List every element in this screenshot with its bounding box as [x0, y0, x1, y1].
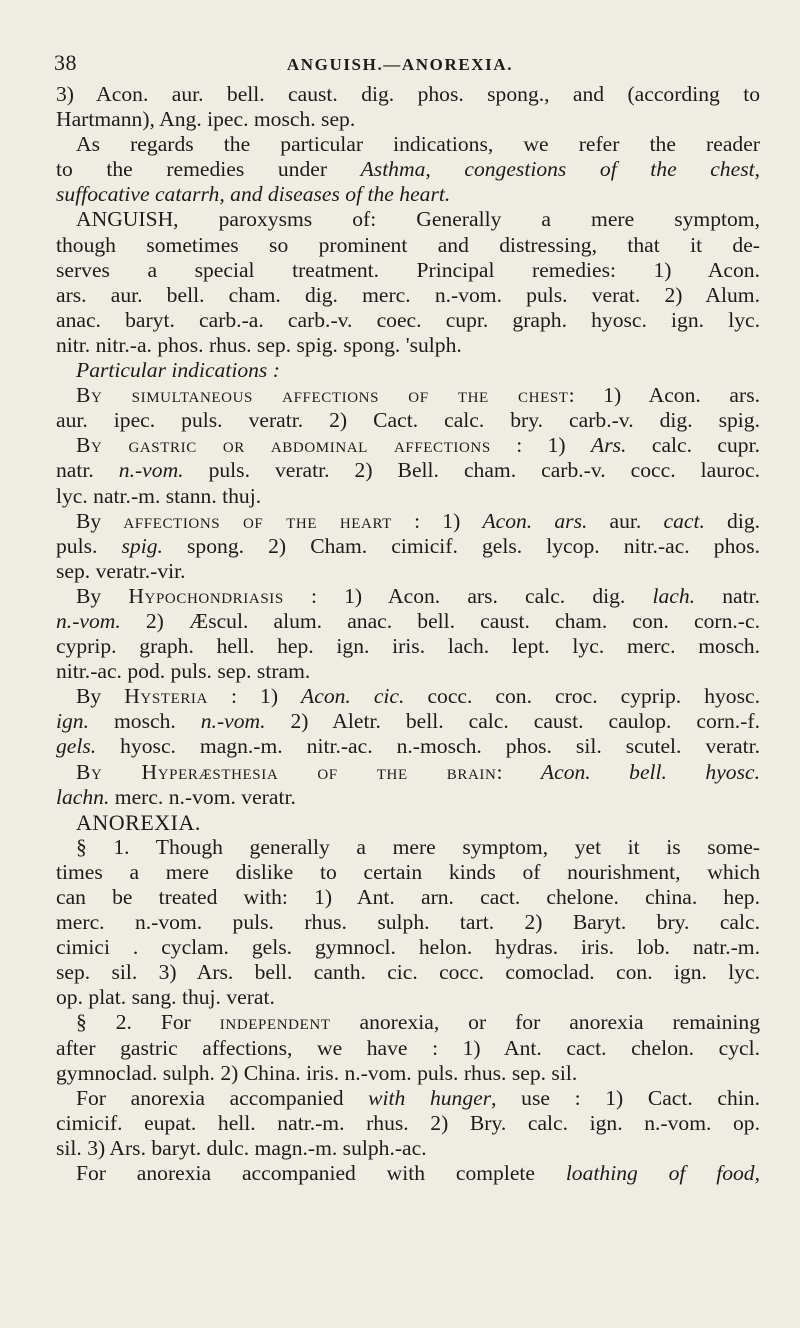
text-line: gels. hyosc. magn.-m. nitr.-ac. n.-mosch. phos. sil. scutel. veratr.	[56, 734, 760, 759]
anguish-heading-line: ANGUISH, paroxysms of: Generally a mere symptom,	[76, 207, 760, 232]
text-line: nitr. nitr.-a. phos. rhus. sep. spig. spong. 'sulph.	[56, 332, 462, 357]
text-line: gymnoclad. sulph. 2) China. iris. n.-vom. puls. rhus. sep. sil.	[56, 1060, 578, 1085]
text-line: By Hypochondriasis : 1) Acon. ars. calc. dig. lach. natr.	[76, 583, 760, 608]
text-line: though sometimes so prominent and distressing, that it de-	[56, 232, 760, 257]
text-line: nitr.-ac. pod. puls. sep. stram.	[56, 659, 311, 684]
text-line: cimici . cyclam. gels. gymnocl. helon. hydras. iris. lob. natr.-m.	[56, 935, 760, 960]
text-line: lyc. natr.-m. stann. thuj.	[56, 483, 262, 508]
text-line: By Hysteria : 1) Acon. cic. cocc. con. croc. cyprip. hyosc.	[76, 684, 760, 709]
text-line: cimicif. eupat. hell. natr.-m. rhus. 2) Bry. calc. ign. n.-vom. op.	[56, 1110, 760, 1135]
text-line: § 2. For independent anorexia, or for anorexia remaining	[76, 1010, 760, 1035]
text-line: sep. sil. 3) Ars. bell. canth. cic. cocc. comoclad. con. ign. lyc.	[56, 960, 760, 985]
anorexia-heading: ANOREXIA.	[76, 809, 201, 835]
text-line: serves a special treatment. Principal remedies: 1) Acon.	[56, 257, 760, 282]
text-line: suffocative catarrh, and diseases of the heart.	[56, 182, 451, 207]
text-line: ars. aur. bell. cham. dig. merc. n.-vom. puls. verat. 2) Alum.	[56, 282, 760, 307]
text-line: 3) Acon. aur. bell. caust. dig. phos. spong., and (according to	[56, 82, 760, 106]
text-line: For anorexia accompanied with hunger, use : 1) Cact. chin.	[76, 1085, 760, 1110]
text-line: ign. mosch. n.-vom. 2) Aletr. bell. calc. caust. caulop. corn.-f.	[56, 709, 760, 734]
text-line: times a mere dislike to certain kinds of nourishment, which	[56, 859, 760, 884]
page-number: 38	[54, 50, 77, 75]
subheading: Particular indications :	[76, 358, 280, 383]
text-line: puls. spig. spong. 2) Cham. cimicif. gels. lycop. nitr.-ac. phos.	[56, 533, 760, 558]
text-line: By gastric or abdominal affections : 1) Ars. calc. cupr.	[76, 433, 761, 458]
text-line: § 1. Though generally a mere symptom, yet it is some-	[76, 834, 760, 859]
text-line: sep. veratr.-vir.	[56, 558, 186, 583]
body-text	[56, 82, 760, 1186]
text-line: after gastric affections, we have : 1) Ant. cact. chelon. cycl.	[56, 1035, 760, 1060]
text-line: lachn. merc. n.-vom. veratr.	[56, 784, 296, 809]
text-line: n.-vom. 2) Æscul. alum. anac. bell. caust. cham. con. corn.-c.	[56, 608, 760, 633]
text-line: Hartmann), Ang. ipec. mosch. sep.	[56, 107, 356, 132]
text-line: By simultaneous affections of the chest: 1) Acon. ars.	[76, 383, 760, 408]
text-line: aur. ipec. puls. veratr. 2) Cact. calc. bry. carb.-v. dig. spig.	[56, 408, 760, 433]
text-line: can be treated with: 1) Ant. arn. cact. chelone. china. hep.	[56, 885, 760, 909]
text-line: sil. 3) Ars. baryt. dulc. magn.-m. sulph.-ac.	[56, 1135, 427, 1160]
running-title: ANGUISH.—ANOREXIA.	[286, 55, 514, 74]
text-line: cyprip. graph. hell. hep. ign. iris. lach. lept. lyc. merc. mosch.	[56, 634, 760, 659]
text-line: As regards the particular indications, we refer the reader	[76, 132, 760, 157]
text-line: anac. baryt. carb.-a. carb.-v. coec. cupr. graph. hyosc. ign. lyc.	[56, 307, 760, 332]
text-line: to the remedies under Asthma, congestions of the chest,	[56, 157, 760, 182]
text-line: merc. n.-vom. puls. rhus. sulph. tart. 2) Baryt. bry. calc.	[56, 910, 760, 935]
text-line: For anorexia accompanied with complete loathing of food,	[76, 1161, 761, 1186]
text-line: By affections of the heart : 1) Acon. ars. aur. cact. dig.	[76, 508, 761, 533]
text-line: By Hyperæsthesia of the brain: Acon. bell. hyosc.	[76, 759, 760, 784]
text-line: natr. n.-vom. puls. veratr. 2) Bell. cham. carb.-v. cocc. lauroc.	[56, 458, 760, 483]
text-line: op. plat. sang. thuj. verat.	[56, 985, 275, 1010]
